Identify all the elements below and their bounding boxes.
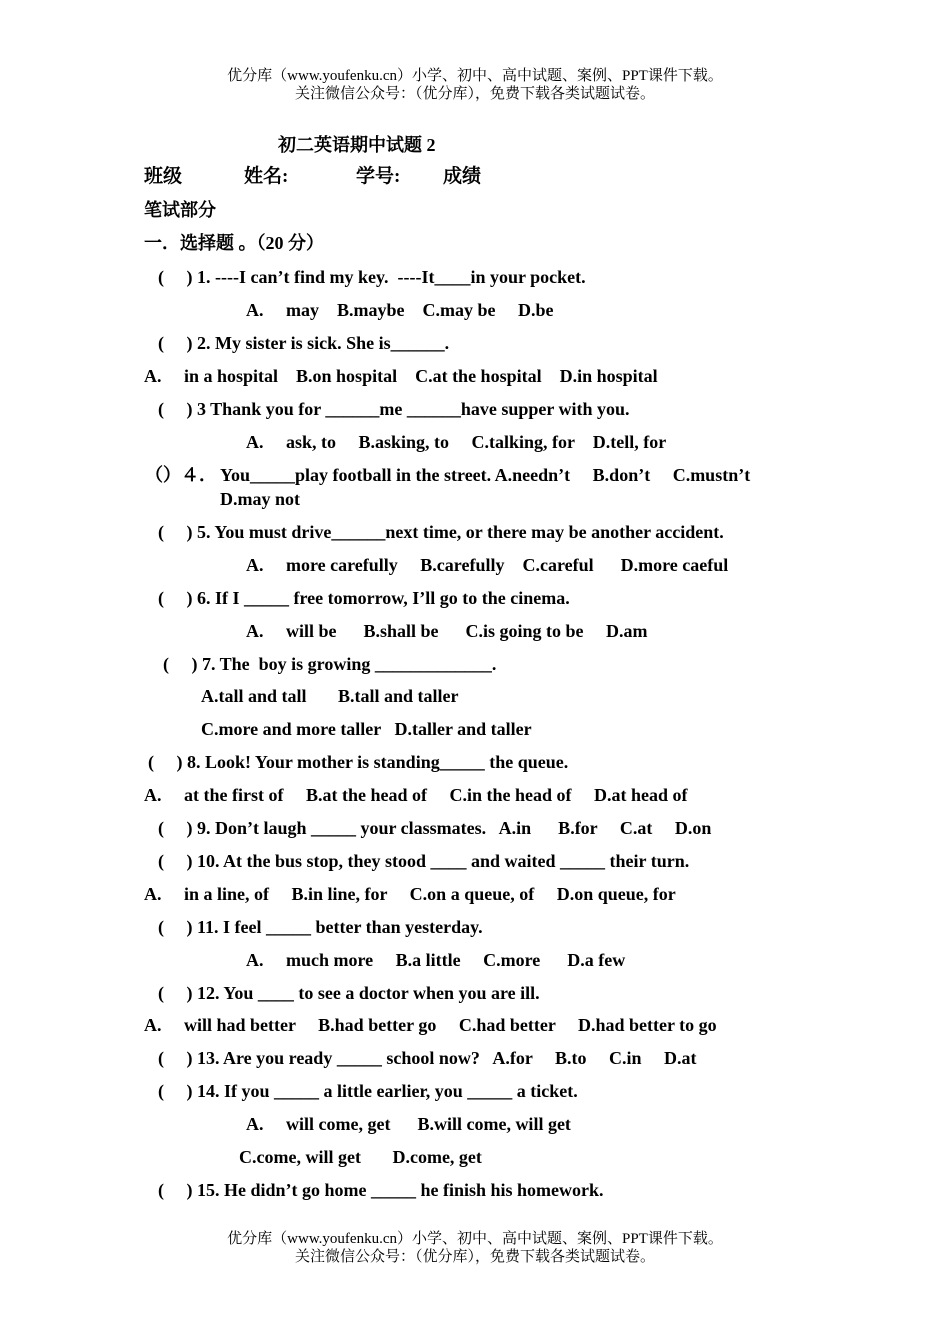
question-2: ( ) 2. My sister is sick. She is______. (158, 333, 450, 353)
question-7-options-2: C.more and more taller D.taller and taller (201, 719, 532, 739)
score-label: 成绩 (443, 166, 482, 187)
question-1: ( ) 1. ----I can’t find my key. ----It____in your pocket. (158, 267, 586, 287)
written-section-label: 笔试部分 (144, 200, 216, 220)
question-1-options: A. may B.maybe C.may be D.be (246, 300, 554, 320)
question-13: ( ) 13. Are you ready _____ school now? A.for B.to C.in D.at (158, 1048, 697, 1068)
question-7: ( ) 7. The boy is growing _____________. (163, 654, 497, 674)
question-4-number: （）４． (145, 465, 217, 485)
header-line-1: 优分库（www.youfenku.cn）小学、初中、高中试题、案例、PPT课件下载。 (227, 68, 723, 84)
question-5: ( ) 5. You must drive______next time, or there may be another accident. (158, 522, 724, 542)
question-10: ( ) 10. At the bus stop, they stood ____ and waited _____ their turn. (158, 851, 690, 871)
question-4-option-d: D.may not (220, 489, 300, 509)
footer-line-2: 关注微信公众号：（优分库），免费下载各类试题试卷。 (294, 1249, 655, 1265)
question-5-options: A. more carefully B.carefully C.careful D.more caeful (246, 555, 729, 575)
question-6-options: A. will be B.shall be C.is going to be D.am (246, 621, 648, 641)
question-2-options: A. in a hospital B.on hospital C.at the hospital D.in hospital (144, 366, 658, 386)
question-10-options: A. in a line, of B.in line, for C.on a queue, of D.on queue, for (144, 884, 676, 904)
question-3-options: A. ask, to B.asking, to C.talking, for D.tell, for (246, 432, 667, 452)
question-14-options-1: A. will come, get B.will come, will get (246, 1114, 571, 1134)
footer-line-1: 优分库（www.youfenku.cn）小学、初中、高中试题、案例、PPT课件下载。 (227, 1231, 723, 1247)
name-label: 姓名: (244, 166, 289, 187)
question-7-options-1: A.tall and tall B.tall and taller (201, 686, 459, 706)
question-15: ( ) 15. He didn’t go home _____ he finish his homework. (158, 1180, 604, 1200)
number-label: 学号: (356, 166, 401, 187)
section-heading: 一．选择题 。（20 分） (144, 233, 324, 253)
question-8: ( ) 8. Look! Your mother is standing_____ the queue. (148, 752, 569, 772)
question-3: ( ) 3 Thank you for ______me ______have supper with you. (158, 399, 630, 419)
class-label: 班级 (144, 166, 183, 187)
question-12-options: A. will had better B.had better go C.had better D.had better to go (144, 1015, 717, 1035)
page-title: 初二英语期中试题 2 (278, 135, 436, 155)
question-12: ( ) 12. You ____ to see a doctor when you are ill. (158, 983, 540, 1003)
question-14: ( ) 14. If you _____ a little earlier, you _____ a ticket. (158, 1081, 578, 1101)
question-11: ( ) 11. I feel _____ better than yesterday. (158, 917, 483, 937)
question-14-options-2: C.come, will get D.come, get (239, 1147, 482, 1167)
question-9: ( ) 9. Don’t laugh _____ your classmates. A.in B.for C.at D.on (158, 818, 712, 838)
question-4: You_____play football in the street. A.needn’t B.don’t C.mustn’t (220, 465, 751, 485)
question-8-options: A. at the first of B.at the head of C.in the head of D.at head of (144, 785, 688, 805)
question-6: ( ) 6. If I _____ free tomorrow, I’ll go to the cinema. (158, 588, 570, 608)
question-11-options: A. much more B.a little C.more D.a few (246, 950, 626, 970)
header-line-2: 关注微信公众号：（优分库），免费下载各类试题试卷。 (294, 86, 655, 102)
